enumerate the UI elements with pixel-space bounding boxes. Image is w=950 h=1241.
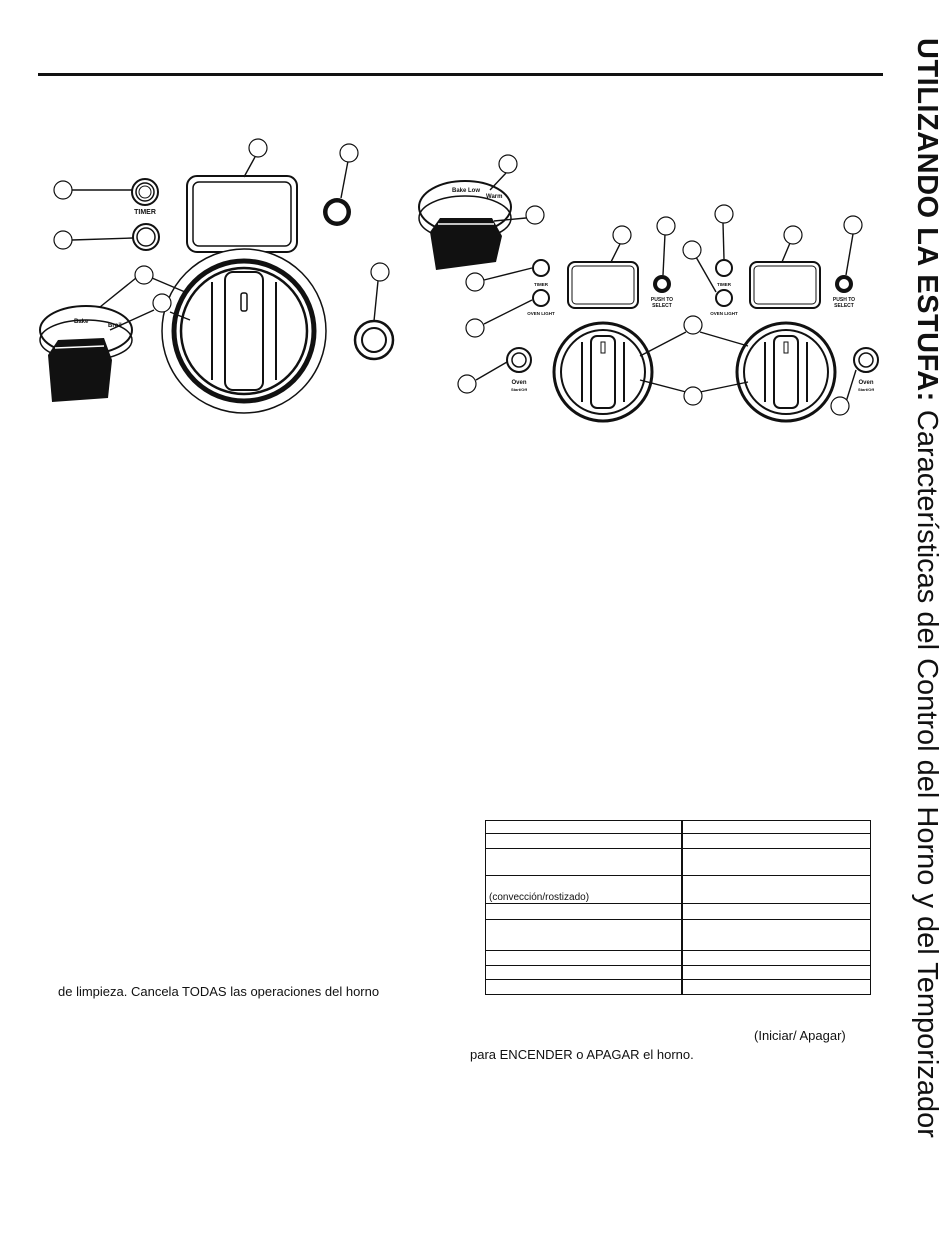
oven-knob-illustration — [162, 249, 326, 413]
header-rule — [38, 73, 883, 76]
callout-5 — [135, 266, 153, 284]
mode-table — [485, 820, 871, 995]
page-title-bold: UTILIZANDO LA ESTUFA: — [911, 38, 943, 402]
oven-light-label-3: OVEN LIGHT — [710, 311, 738, 316]
callout-2 — [54, 231, 72, 249]
table-cell — [682, 904, 871, 920]
table-row — [486, 821, 871, 834]
callout-19 — [684, 316, 702, 334]
cleaning-text: de limpieza. Cancela TODAS las operaciones del horno — [58, 984, 380, 999]
table-cell — [486, 980, 683, 995]
table-cell — [682, 834, 871, 849]
dial-broil-label: Broil — [108, 323, 122, 329]
dial-bake-low-label: Bake Low — [452, 188, 481, 194]
table-row — [486, 951, 871, 966]
callout-4 — [340, 144, 358, 162]
callout-15 — [715, 205, 733, 223]
table-row — [486, 904, 871, 920]
table-cell — [682, 920, 871, 951]
callout-17 — [784, 226, 802, 244]
table-row — [486, 876, 871, 904]
page-title-rest: Características del Control del Horno y del Temporizador — [911, 409, 943, 1138]
timer-label: TIMER — [134, 209, 156, 216]
table-row — [486, 834, 871, 849]
table-cell — [486, 904, 683, 920]
timer-button-2 — [533, 260, 549, 276]
power-text: para ENCENDER o APAGAR el horno. — [470, 1047, 694, 1062]
table-cell — [682, 951, 871, 966]
table-cell — [486, 966, 683, 980]
oven-light-button-illustration — [133, 224, 159, 250]
callout-14 — [657, 217, 675, 235]
dial-bake-label: Bake — [74, 319, 89, 325]
oven-label-2: Oven — [858, 380, 874, 386]
callout-21 — [831, 397, 849, 415]
page-title — [912, 38, 941, 1138]
callout-8 — [499, 155, 517, 173]
table-cell — [682, 980, 871, 995]
table-cell — [486, 920, 683, 951]
right-oven-knob-illustration — [737, 323, 835, 421]
timer-button-illustration — [132, 179, 158, 205]
control-panel-illustration — [0, 120, 880, 430]
table-cell — [486, 834, 683, 849]
table-cell — [682, 849, 871, 876]
start-off-button-illustration — [355, 321, 393, 359]
left-oven-knob-illustration — [554, 323, 652, 421]
callout-16 — [683, 241, 701, 259]
timer-label-3: TIMER — [717, 282, 731, 287]
table-row — [486, 920, 871, 951]
dial-warm-label: Warm — [486, 194, 503, 200]
knob-detail-illustration — [40, 306, 132, 402]
oven-label-1: Oven — [511, 380, 527, 386]
callout-3 — [249, 139, 267, 157]
table-row — [486, 849, 871, 876]
table-cell: (convección/rostizado) — [486, 876, 683, 904]
table-row — [486, 980, 871, 995]
start-off-text: (Iniciar/ Apagar) — [754, 1028, 846, 1043]
callout-11 — [466, 319, 484, 337]
push-label-1b: SELECT — [652, 303, 672, 309]
oven-light-button-2 — [533, 290, 549, 306]
oven-light-label-2: OVEN LIGHT — [527, 311, 555, 316]
display-illustration — [187, 176, 297, 252]
table-cell — [682, 821, 871, 834]
start-off-label-2: Start/Off — [858, 387, 874, 392]
push-label-1a: PUSH TO — [650, 297, 674, 303]
push-label-2b: SELECT — [834, 303, 854, 309]
callout-9 — [526, 206, 544, 224]
callout-6 — [153, 294, 171, 312]
knob-detail-right-illustration — [419, 181, 511, 270]
table-cell — [486, 951, 683, 966]
callout-18 — [844, 216, 862, 234]
table-cell — [682, 876, 871, 904]
table-cell — [682, 966, 871, 980]
callout-12 — [458, 375, 476, 393]
callout-1 — [54, 181, 72, 199]
timer-label-2: TIMER — [534, 282, 548, 287]
callout-7 — [371, 263, 389, 281]
push-label-2a: PUSH TO — [832, 297, 856, 303]
callout-13 — [613, 226, 631, 244]
table-cell — [486, 821, 683, 834]
oven-light-button-3 — [716, 290, 732, 306]
table-cell — [486, 849, 683, 876]
callout-10 — [466, 273, 484, 291]
callout-20 — [684, 387, 702, 405]
table-row — [486, 966, 871, 980]
timer-button-3 — [716, 260, 732, 276]
small-knob-illustration — [323, 198, 351, 226]
start-off-label-1: Start/Off — [511, 387, 527, 392]
